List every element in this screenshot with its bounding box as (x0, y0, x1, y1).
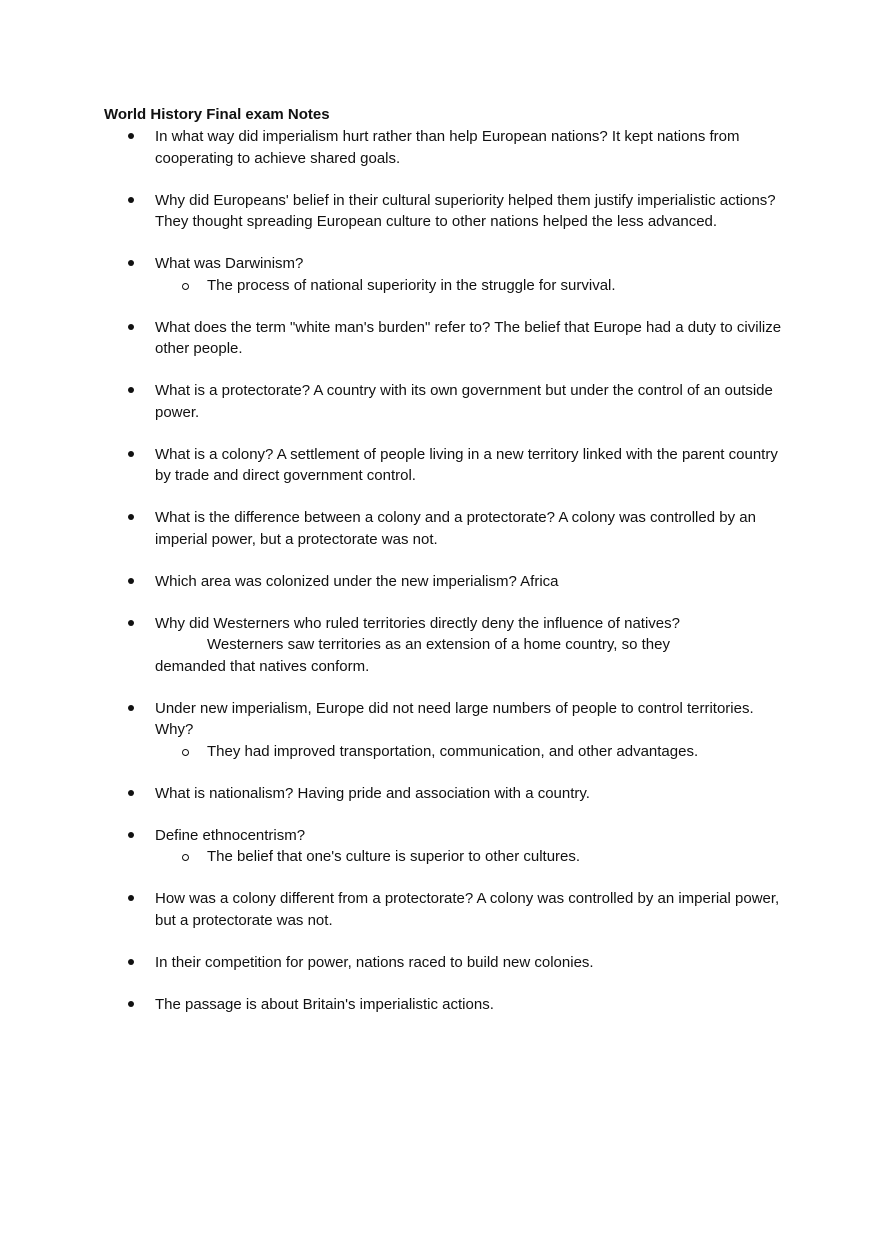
sub-note-item (155, 846, 784, 868)
hollow-bullet-icon (182, 854, 189, 861)
note-text: Which area was colonized under the new imperialism? Africa (155, 572, 559, 590)
note-text: Under new imperialism, Europe did not need large numbers of people to control territories. Why? (155, 699, 754, 738)
note-text: Why did Europeans' belief in their cultural superiority helped them justify imperialistic actions? They thought spreading European culture to other nations helped the less advanced. (155, 191, 776, 230)
bullet-icon (128, 578, 134, 584)
sub-note-text: The belief that one's culture is superior to other cultures. (207, 848, 581, 865)
bullet-icon (128, 387, 134, 393)
bullet-icon (128, 959, 134, 965)
bullet-icon (128, 620, 134, 626)
note-text: The passage is about Britain's imperialistic actions. (155, 995, 494, 1013)
note-answer-indented: Westerners saw territories as an extension of a home country, so they (207, 636, 670, 653)
note-item (104, 317, 784, 360)
document-title: World History Final exam Notes (104, 106, 330, 123)
note-item (104, 571, 784, 593)
note-item (104, 253, 784, 296)
bullet-icon (128, 895, 134, 901)
sub-note-text: The process of national superiority in the struggle for survival. (207, 276, 616, 294)
bullet-icon (128, 451, 134, 457)
note-item (104, 994, 784, 1016)
bullet-icon (128, 832, 134, 838)
sub-note-text: They had improved transportation, communication, and other advantages. (207, 742, 699, 760)
bullet-icon (128, 133, 134, 139)
sub-list (155, 275, 784, 297)
note-text: Define ethnocentrism? (155, 826, 306, 844)
note-item (104, 952, 784, 974)
sub-note-item (155, 741, 784, 763)
note-text: In what way did imperialism hurt rather than help European nations? It kept nations from cooperating to achieve shared goals. (155, 128, 740, 167)
bullet-icon (128, 790, 134, 796)
bullet-icon (128, 260, 134, 266)
note-item (104, 825, 784, 868)
sub-list (155, 741, 784, 763)
note-text: How was a colony different from a protectorate? A colony was controlled by an imperial power, but a protectorate was not. (155, 890, 780, 929)
note-text: In their competition for power, nations raced to build new colonies. (155, 953, 594, 971)
note-item (104, 380, 784, 423)
hollow-bullet-icon (182, 749, 189, 756)
note-text: What is the difference between a colony and a protectorate? A colony was controlled by an imperial power, but a protectorate was not. (155, 509, 756, 548)
note-text: What does the term "white man's burden" refer to? The belief that Europe had a duty to civilize other people. (155, 318, 782, 357)
bullet-icon (128, 197, 134, 203)
note-item (104, 507, 784, 550)
bullet-icon (128, 324, 134, 330)
note-answer-continuation: demanded that natives conform. (155, 657, 370, 675)
bullet-icon (128, 1001, 134, 1007)
note-item (104, 888, 784, 931)
sub-note-item (155, 275, 784, 297)
note-text: What was Darwinism? (155, 255, 304, 272)
note-item (104, 613, 784, 678)
note-item (104, 126, 784, 169)
hollow-bullet-icon (182, 283, 189, 290)
notes-list (104, 126, 784, 1036)
note-text: What is a colony? A settlement of people living in a new territory linked with the parent country by trade and direct government control. (155, 445, 778, 484)
note-item (104, 698, 784, 763)
note-text: Why did Westerners who ruled territories directly deny the influence of natives? (155, 614, 680, 632)
note-text: What is nationalism? Having pride and association with a country. (155, 784, 590, 802)
sub-list (155, 846, 784, 868)
note-item (104, 190, 784, 233)
note-item (104, 444, 784, 487)
note-text: What is a protectorate? A country with its own government but under the control of an outside power. (155, 382, 773, 421)
bullet-icon (128, 514, 134, 520)
note-item (104, 783, 784, 805)
bullet-icon (128, 705, 134, 711)
